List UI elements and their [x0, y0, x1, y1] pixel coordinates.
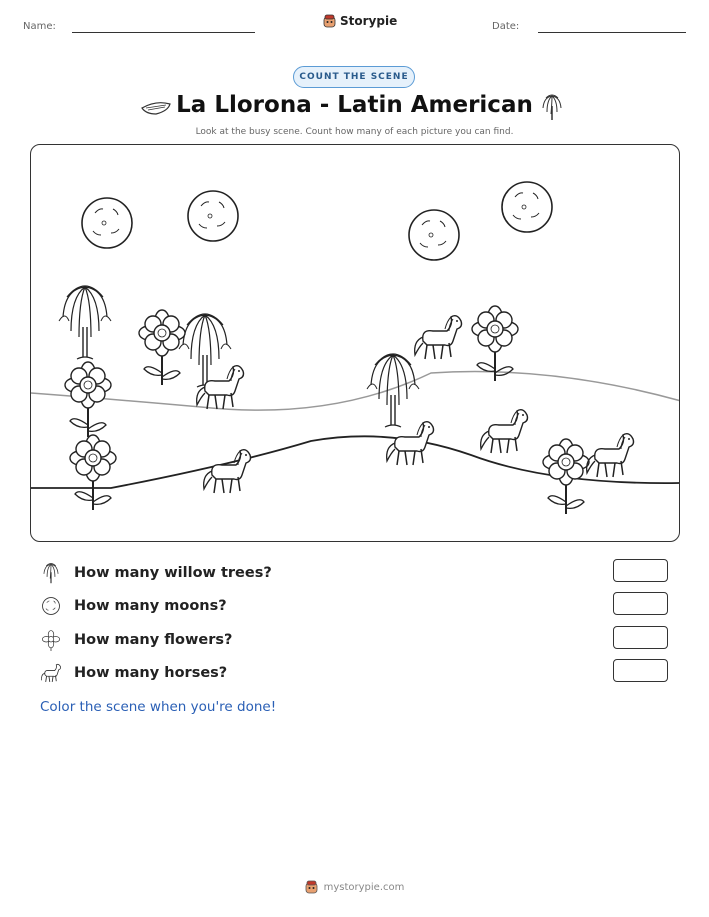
horse-5: [587, 434, 634, 477]
answer-box-flowers[interactable]: [613, 626, 668, 649]
name-label: Name:: [23, 21, 56, 32]
flower-icon: [40, 628, 62, 652]
moon-3: [409, 210, 459, 260]
horse-3: [387, 422, 434, 465]
horse-4: [481, 410, 528, 453]
flower-3: [70, 435, 116, 510]
horse-6: [204, 450, 251, 493]
date-line[interactable]: [538, 32, 686, 33]
question-text: How many willow trees?: [74, 565, 272, 581]
storypie-mascot-icon: [305, 880, 318, 894]
horse-1: [415, 316, 462, 359]
horse-icon: [40, 662, 62, 684]
page-subtitle: Look at the busy scene. Count how many of each picture you can find.: [195, 127, 514, 137]
question-row: [40, 660, 227, 686]
willow-tree-icon: [538, 92, 566, 122]
date-label: Date:: [492, 21, 520, 32]
flower-2: [65, 362, 111, 437]
brand-name: Storypie: [340, 14, 398, 28]
page-title: La Llorona - Latin American: [176, 92, 533, 118]
flower-1: [139, 310, 185, 385]
scene-illustration: [31, 145, 680, 542]
question-row: [40, 627, 232, 653]
question-row: [40, 560, 272, 586]
section-badge: COUNT THE SCENE: [293, 66, 415, 88]
answer-box-moons[interactable]: [613, 592, 668, 615]
willow-tree-icon: [40, 561, 62, 585]
moon-icon: [40, 595, 62, 617]
name-line[interactable]: [72, 32, 255, 33]
flower-4: [472, 306, 518, 381]
flower-5: [543, 439, 589, 514]
question-row: [40, 593, 227, 619]
answer-box-willow-trees[interactable]: [613, 559, 668, 582]
coloring-instruction: Color the scene when you're done!: [40, 699, 277, 715]
question-text: How many horses?: [74, 665, 228, 681]
count-scene: [30, 144, 680, 542]
storypie-mascot-icon: [323, 14, 336, 28]
footer-url[interactable]: mystorypie.com: [323, 881, 405, 893]
question-text: How many moons?: [74, 598, 227, 614]
footer: [0, 880, 709, 894]
brand-logo: [323, 14, 397, 28]
question-text: How many flowers?: [74, 632, 233, 648]
moon-1: [82, 198, 132, 248]
willow-tree-3: [367, 354, 419, 427]
moon-4: [502, 182, 552, 232]
willow-tree-2: [179, 314, 231, 387]
willow-tree-1: [59, 286, 111, 359]
answer-box-horses[interactable]: [613, 659, 668, 682]
moon-2: [188, 191, 238, 241]
